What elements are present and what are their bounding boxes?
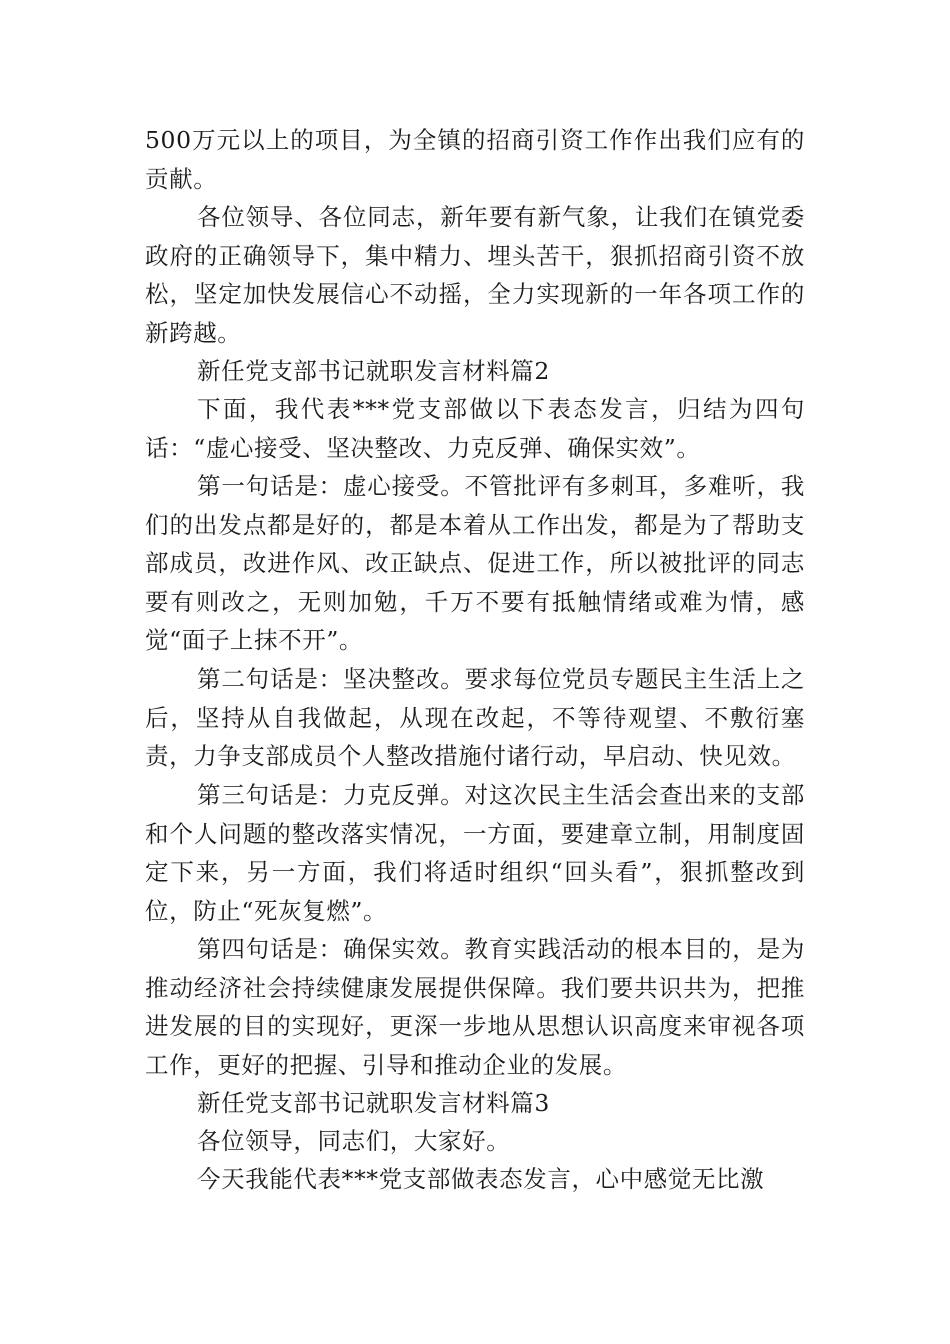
section-heading-part-2: 新任党支部书记就职发言材料篇2 <box>197 357 550 385</box>
paragraph-closing-remarks: 各位领导、各位同志，新年要有新气象，让我们在镇党委政府的正确领导下，集中精力、埋头苦干，狠抓招商引资不放松，坚定加快发展信心不动摇，全力实现新的一年各项工作的新跨越。 <box>145 203 805 347</box>
paragraph-fourth-sentence: 第四句话是：确保实效。教育实践活动的根本目的，是为推动经济社会持续健康发展提供保障。我们要共识共为，把推进发展的目的实现好，更深一步地从思想认识高度来审视各项工作，更好的把握、引导和推动企业的发展。 <box>145 935 805 1079</box>
section-heading-part-3: 新任党支部书记就职发言材料篇3 <box>197 1089 550 1117</box>
paragraph-third-sentence: 第三句话是：力克反弹。对这次民主生活会查出来的支部和个人问题的整改落实情况，一方面，要建章立制，用制度固定下来，另一方面，我们将适时组织“回头看”，狠抓整改到位，防止“死灰复燃”。 <box>145 781 805 925</box>
paragraph-opening-statement: 今天我能代表***党支部做表态发言，心中感觉无比激 <box>197 1165 765 1193</box>
paragraph-intro-four-sentences: 下面，我代表***党支部做以下表态发言，归结为四句话：“虚心接受、坚决整改、力克反弹、确保实效”。 <box>145 395 805 462</box>
paragraph-continuation: 500万元以上的项目，为全镇的招商引资工作作出我们应有的贡献。 <box>145 126 805 193</box>
paragraph-greeting: 各位领导，同志们，大家好。 <box>197 1127 511 1155</box>
paragraph-first-sentence: 第一句话是：虚心接受。不管批评有多刺耳，多难听，我们的出发点都是好的，都是本着从工作出发，都是为了帮助支部成员，改进作风、改正缺点、促进工作，所以被批评的同志要有则改之，无则加勉，千万不要有抵触情绪或难为情，感觉“面子上抹不开”。 <box>145 472 805 655</box>
paragraph-second-sentence: 第二句话是：坚决整改。要求每位党员专题民主生活上之后，坚持从自我做起，从现在改起，不等待观望、不敷衍塞责，力争支部成员个人整改措施付诸行动，早启动、快见效。 <box>145 665 805 771</box>
